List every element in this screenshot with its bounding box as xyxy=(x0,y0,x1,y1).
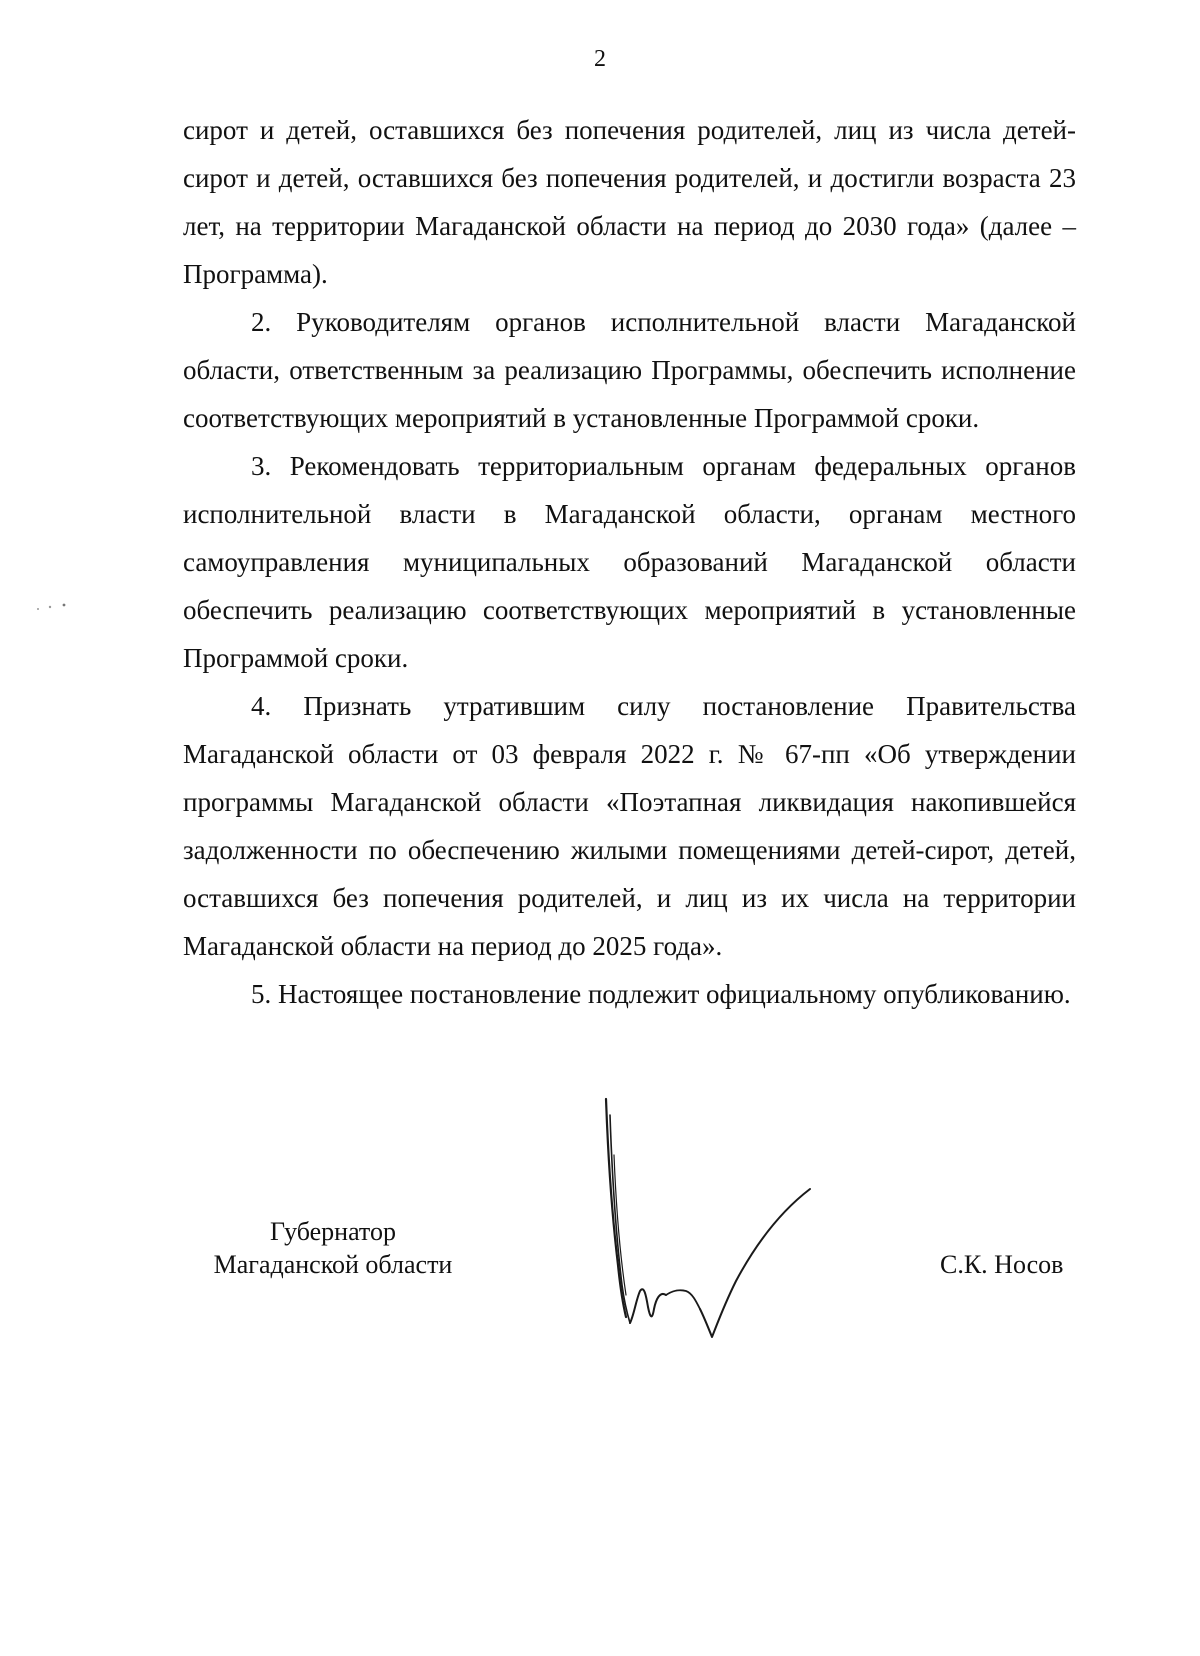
signatory-position-line1: Губернатор xyxy=(270,1217,396,1246)
page-number: 2 xyxy=(594,46,606,72)
paragraph-item-3: 3. Рекомендовать территориальным органам федеральных органов исполнительной власти в Магаданской области, органам местного самоуправления муниципальных образований Магаданской области обеспечить реализацию соответствующих мероприятий в установленные Программой сроки. xyxy=(183,451,1076,673)
signatory-name: С.К. Носов xyxy=(940,1250,1064,1279)
signatory-position xyxy=(183,1215,483,1281)
document-body xyxy=(183,106,1076,1018)
paragraph-item-2: 2. Руководителям органов исполнительной власти Магаданской области, ответственным за реализацию Программы, обеспечить исполнение соответствующих мероприятий в установленные Программой сроки. xyxy=(183,307,1076,433)
paragraph-continuation: сирот и детей, оставшихся без попечения родителей, лиц из числа детей-сирот и детей, оставшихся без попечения родителей, и достигли возраста 23 лет, на территории Магаданской области на период до 2030 года» (далее – Программа). xyxy=(183,115,1076,289)
paragraph-item-4: 4. Признать утратившим силу постановление Правительства Магаданской области от 03 февраля 2022 г. № 67-пп «Об утверждении программы Магаданской области «Поэтапная ликвидация накопившейся задолженности по обеспечению жилыми помещениями детей-сирот, детей, оставшихся без попечения родителей, и лиц из их числа на территории Магаданской области на период до 2025 года». xyxy=(183,691,1076,961)
scan-specks xyxy=(34,600,74,614)
paragraph-item-5: 5. Настоящее постановление подлежит официальному опубликованию. xyxy=(251,979,1071,1009)
handwritten-signature xyxy=(600,1095,840,1355)
signatory-position-line2: Магаданской области xyxy=(213,1250,453,1279)
